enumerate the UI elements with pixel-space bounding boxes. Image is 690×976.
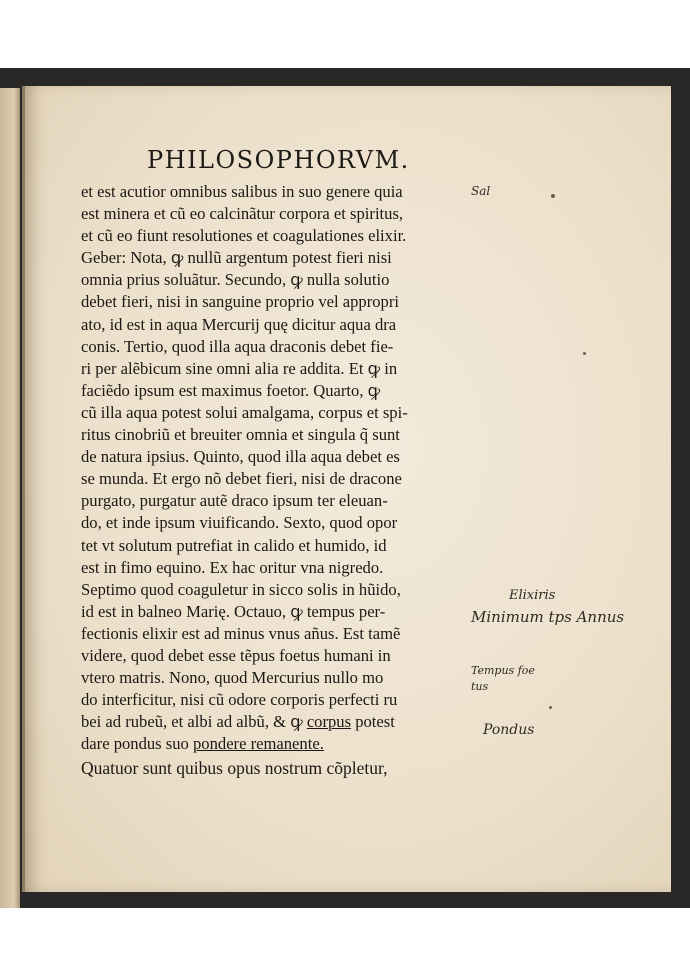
text-line: omnia prius soluãtur. Secundo, ꝙ nulla solutio (81, 270, 390, 290)
margin-note-elixiris: Elixiris (509, 588, 556, 603)
text-line: vtero matris. Nono, quod Mercurius nullo mo (81, 668, 384, 688)
margin-note-tempus: Tempus foe (471, 664, 535, 677)
text-line: debet fieri, nisi in sanguine proprio vel appropri (81, 292, 399, 312)
facing-page-edge (0, 88, 20, 908)
underlined-phrase: pondere remanente. (193, 734, 324, 754)
text-line: ato, id est in aqua Mercurij quę dicitur aqua dra (81, 314, 397, 334)
text-line: videre, quod debet esse tẽpus foetus humani in (81, 645, 391, 665)
margin-note-minimum: Minimum tps Annus (471, 608, 625, 626)
text-line: cũ illa aqua potest solui amalgama, corpus et spi- (81, 402, 408, 422)
text-line: conis. Tertio, quod illa aqua draconis debet fie- (81, 336, 394, 356)
paper-speck (583, 352, 586, 355)
text-line: est minera et cũ eo calcinãtur corpora et spiritus, (81, 204, 404, 224)
text-line: de natura ipsius. Quinto, quod illa aqua debet es (81, 447, 400, 467)
text-line: do, et inde ipsum viuificando. Sexto, quod opor (81, 513, 398, 533)
text-line: se munda. Et ergo nõ debet fieri, nisi de dracone (81, 469, 402, 489)
text-line: faciẽdo ipsum est maximus foetor. Quarto, ꝙ (81, 380, 381, 400)
text-line: tet vt solutum putrefiat in calido et humido, id (81, 535, 387, 555)
text-line-final: Quatuor sunt quibus opus nostrum cõpletur, (81, 758, 388, 779)
underlined-phrase: corpus (306, 712, 352, 732)
paper-speck (549, 706, 552, 709)
text-line: id est in balneo Marię. Octauo, ꝙ tempus per- (81, 601, 386, 621)
text-line: dare pondus suo pondere remanente. (81, 734, 324, 754)
scan-background (0, 68, 690, 908)
text-line: et est acutior omnibus salibus in suo genere quia (81, 182, 403, 201)
margin-note-pondus: Pondus (483, 722, 535, 738)
text-line: fectionis elixir est ad minus vnus añus. Est tamẽ (81, 623, 401, 643)
text-line: do interficitur, nisi cũ odore corporis perfecti ru (81, 690, 398, 710)
text-line: purgato, purgatur autẽ draco ipsum ter eleuan- (81, 491, 388, 511)
text-line: et cũ eo fiunt resolutiones et coagulationes elixir. (81, 226, 407, 246)
book-page (22, 86, 671, 892)
text-line: est in fimo equino. Ex hac oritur vna nigredo. (81, 557, 384, 577)
margin-note-sal: Sal (471, 184, 491, 198)
text-line: Geber: Nota, ꝙ nullũ argentum potest fieri nisi (81, 248, 392, 268)
text-line: ri per alẽbicum sine omni alia re addita. Et ꝙ in (81, 358, 398, 378)
text-line: Septimo quod coaguletur in sicco solis in hũido, (81, 579, 401, 599)
paper-speck (551, 194, 555, 198)
body-text (81, 181, 501, 780)
page-header: PHILOSOPHORVM. (147, 146, 410, 174)
text-line: ritus cinobriũ et breuiter omnia et singula q̃ sunt (81, 425, 400, 445)
margin-note-tus: tus (471, 680, 489, 693)
text-line: bei ad rubeũ, et albi ad albũ, & ꝙ corpus potest (81, 712, 395, 732)
